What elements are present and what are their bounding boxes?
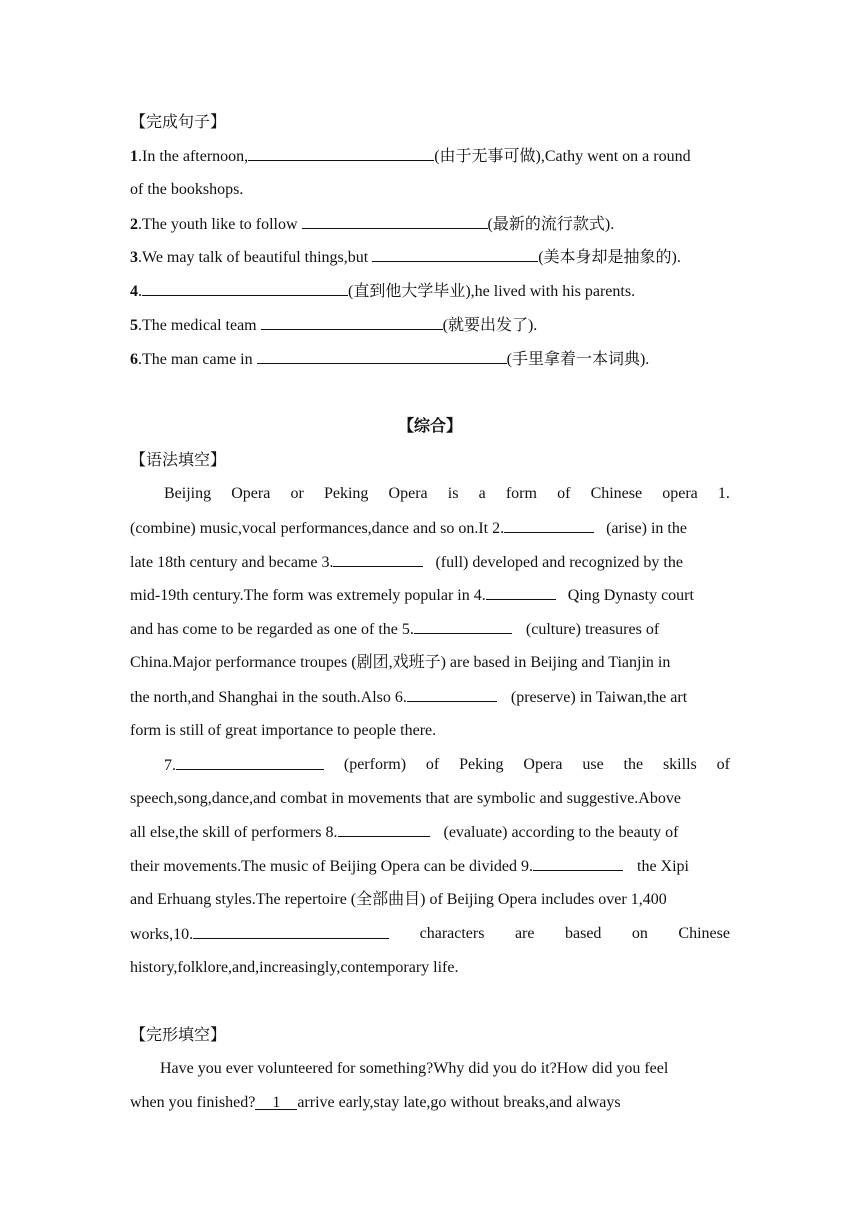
item-text: .In the afternoon, — [138, 148, 249, 165]
paragraph-1-line-5 — [130, 618, 730, 641]
sentence-item-2 — [130, 213, 730, 236]
text: (full) developed and recognized by the — [431, 554, 683, 571]
answer-blank-5[interactable] — [414, 618, 512, 634]
paragraph-1-line-3 — [130, 551, 730, 574]
text — [130, 923, 389, 946]
word: or — [290, 485, 304, 502]
paragraph-1-line-2 — [130, 517, 730, 540]
item-text: . — [138, 283, 142, 300]
text: (combine) music,vocal performances,dance and so on.It 2. — [130, 520, 505, 537]
item-number: 4 — [130, 283, 138, 300]
paragraph-2-line-2: speech,song,dance,and combat in movements that are symbolic and suggestive.Above — [130, 790, 681, 807]
text: (arise) in the — [602, 520, 687, 537]
answer-blank-3[interactable] — [333, 551, 423, 567]
paragraph-1-line-1 — [130, 483, 730, 505]
text: (preserve) in Taiwan,the art — [506, 689, 688, 706]
word: Peking — [323, 485, 369, 502]
blank-number: 7. — [164, 757, 176, 774]
paragraph-1-line-4 — [130, 584, 730, 607]
paragraph-2-line-1 — [130, 754, 730, 777]
paragraph-1-line-8: form is still of great importance to people there. — [130, 722, 437, 739]
paragraph-2-line-6 — [130, 923, 730, 946]
answer-blank-6[interactable] — [407, 686, 497, 702]
sentence-item-1-cont: of the bookshops. — [130, 181, 244, 198]
answer-blank-9[interactable] — [533, 855, 623, 871]
text: and has come to be regarded as one of the 5. — [130, 621, 414, 638]
answer-blank-8[interactable] — [338, 821, 430, 837]
text: arrive early,stay late,go without breaks,and always — [297, 1094, 621, 1111]
text: Qing Dynasty court — [563, 587, 694, 604]
word: of — [425, 756, 440, 773]
answer-blank[interactable] — [302, 213, 488, 229]
word: skills — [662, 756, 697, 773]
answer-blank[interactable] — [248, 145, 434, 161]
word: Peking — [459, 756, 504, 773]
text: mid-19th century.The form was extremely popular in 4. — [130, 587, 486, 604]
answer-blank[interactable] — [261, 314, 443, 330]
word: Opera — [523, 756, 563, 773]
sentence-item-4 — [130, 280, 730, 303]
text: (culture) treasures of — [521, 621, 660, 638]
item-text: .The medical team — [138, 317, 261, 334]
word: characters — [419, 925, 485, 942]
item-number: 3 — [130, 249, 138, 266]
sentence-item-1 — [130, 145, 730, 168]
item-text: .We may talk of beautiful things,but — [138, 249, 373, 266]
item-number: 5 — [130, 317, 138, 334]
item-hint: (由于无事可做),Cathy went on a round — [434, 148, 691, 165]
section-heading-grammar-fill: 【语法填空】 — [130, 450, 227, 469]
item-number: 6 — [130, 351, 138, 368]
item-hint: (就要出发了). — [442, 317, 538, 334]
item-text: .The youth like to follow — [138, 216, 302, 233]
word: Chinese — [678, 925, 730, 942]
item-hint: (最新的流行款式). — [487, 216, 615, 233]
text: all else,the skill of performers 8. — [130, 824, 338, 841]
sentence-item-3 — [130, 246, 730, 269]
item-number: 1 — [130, 148, 138, 165]
text — [164, 754, 324, 777]
paragraph-2-line-7: history,folklore,and,increasingly,contemporary life. — [130, 959, 459, 976]
text: late 18th century and became 3. — [130, 554, 334, 571]
word: 1. — [717, 485, 730, 502]
word: a — [478, 485, 486, 502]
word: use — [582, 756, 604, 773]
paragraph-2-line-3 — [130, 821, 730, 844]
item-text: .The man came in — [138, 351, 257, 368]
word: form — [505, 485, 537, 502]
item-number: 2 — [130, 216, 138, 233]
word: based — [564, 925, 602, 942]
paragraph-2-line-4 — [130, 855, 730, 878]
word: of — [557, 485, 571, 502]
answer-blank-4[interactable] — [486, 584, 556, 600]
sentence-item-5 — [130, 314, 730, 337]
answer-blank-7[interactable] — [176, 754, 324, 770]
word: (perform) — [343, 756, 407, 773]
blank-number: works,10. — [130, 926, 194, 943]
text: when you finished? — [130, 1094, 256, 1111]
item-hint: (美本身却是抽象的). — [538, 249, 681, 266]
word: of — [716, 756, 730, 773]
answer-blank[interactable] — [142, 280, 348, 296]
cloze-blank-1[interactable]: 1 — [255, 1092, 297, 1110]
word: opera — [662, 485, 698, 502]
item-hint: (直到他大学毕业),he lived with his parents. — [348, 283, 636, 300]
paragraph-1-line-7 — [130, 686, 730, 709]
text: their movements.The music of Beijing Opera can be divided 9. — [130, 858, 533, 875]
text: (evaluate) according to the beauty of — [439, 824, 679, 841]
word: is — [447, 485, 459, 502]
word: Beijing — [164, 485, 212, 502]
word: on — [631, 925, 648, 942]
section-heading-complete-sentences: 【完成句子】 — [130, 112, 227, 131]
cloze-line-1: Have you ever volunteered for something?Why did you do it?How did you feel — [160, 1060, 669, 1077]
sentence-item-6 — [130, 348, 730, 371]
section-title-comprehensive: 【综合】 — [397, 416, 462, 435]
answer-blank[interactable] — [257, 348, 507, 364]
text: the Xipi — [633, 858, 689, 875]
word: Opera — [388, 485, 428, 502]
answer-blank-2[interactable] — [504, 517, 594, 533]
text: the north,and Shanghai in the south.Also 6. — [130, 689, 407, 706]
paragraph-2-line-5: and Erhuang styles.The repertoire (全部曲目) of Beijing Opera includes over 1,400 — [130, 891, 667, 908]
paragraph-1-line-6: China.Major performance troupes (剧团,戏班子) are based in Beijing and Tianjin in — [130, 654, 671, 671]
word: are — [514, 925, 535, 942]
word: Chinese — [590, 485, 643, 502]
word: the — [623, 756, 644, 773]
answer-blank-10[interactable] — [193, 923, 389, 939]
item-hint: (手里拿着一本词典). — [506, 351, 650, 368]
answer-blank[interactable] — [372, 246, 538, 262]
cloze-line-2 — [130, 1092, 730, 1114]
section-heading-cloze: 【完形填空】 — [130, 1025, 227, 1044]
word: Opera — [231, 485, 271, 502]
